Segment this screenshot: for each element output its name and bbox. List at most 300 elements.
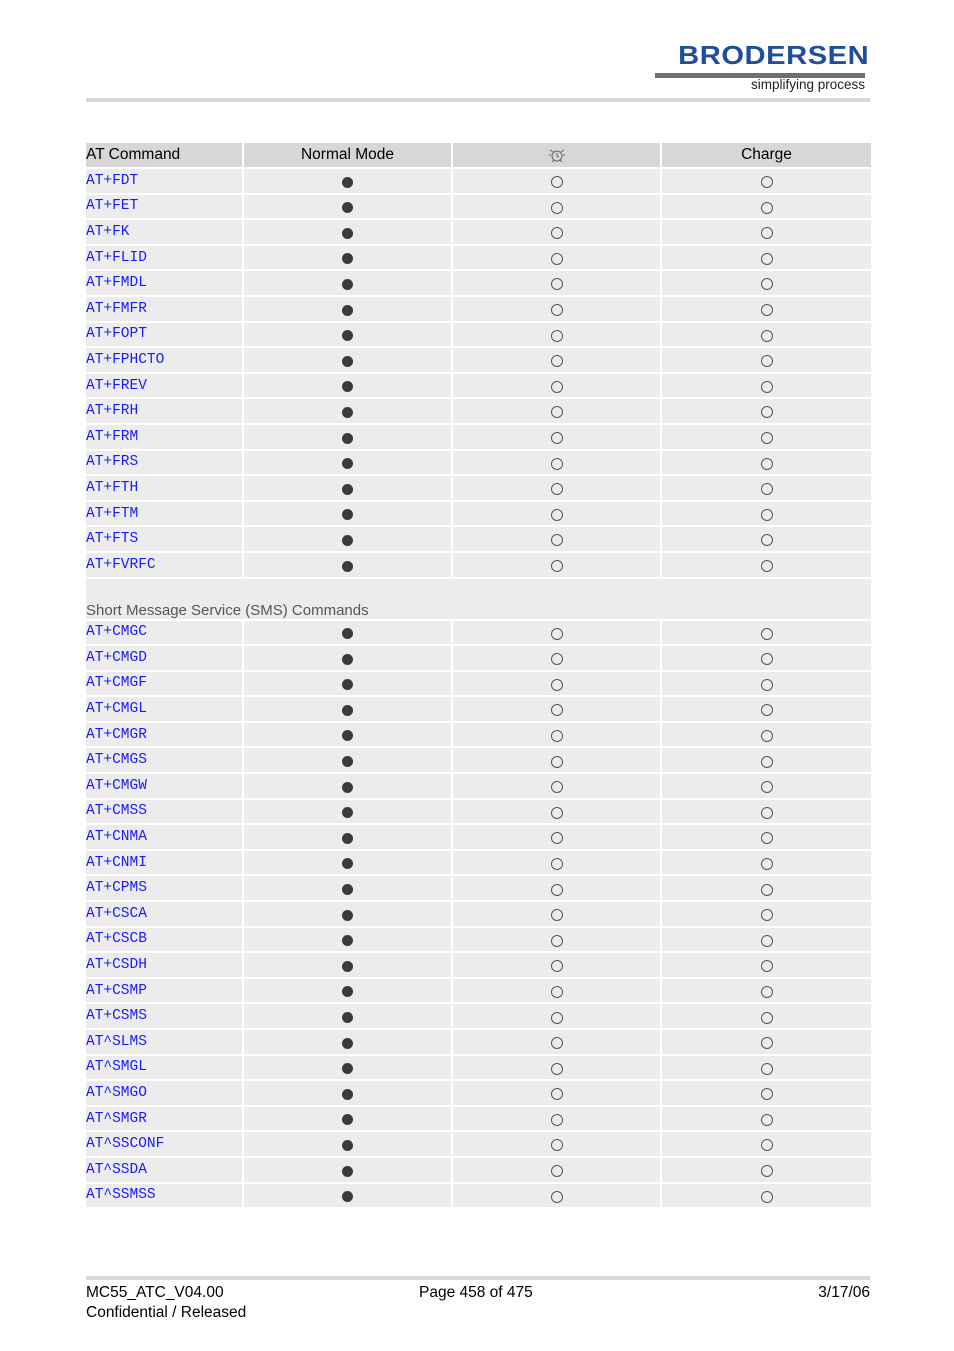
empty-circle-icon [761,355,773,367]
charge-mode-indicator-cell [662,195,871,219]
at-command-link[interactable]: AT+CSCA [86,902,242,926]
charge-mode-indicator-cell [662,451,871,475]
table-row [86,553,871,577]
empty-circle-icon [551,1012,563,1024]
table-row [86,646,871,670]
filled-circle-icon [342,1012,353,1023]
at-command-link[interactable]: AT^SSMSS [86,1184,242,1208]
filled-circle-icon [342,177,353,188]
table-row [86,348,871,372]
table-row [86,527,871,551]
filled-circle-icon [342,679,353,690]
normal-mode-indicator-cell [244,723,451,747]
section-row [86,579,871,619]
table-row [86,697,871,721]
table-row [86,953,871,977]
header-alarm-mode [453,143,660,167]
alarm-mode-indicator-cell [453,476,660,500]
empty-circle-icon [761,1088,773,1100]
table-row [86,1158,871,1182]
empty-circle-icon [761,560,773,572]
empty-circle-icon [761,679,773,691]
filled-circle-icon [342,910,353,921]
empty-circle-icon [551,253,563,265]
empty-circle-icon [761,1191,773,1203]
empty-circle-icon [551,330,563,342]
alarm-mode-indicator-cell [453,195,660,219]
normal-mode-indicator-cell [244,1107,451,1131]
filled-circle-icon [342,202,353,213]
empty-circle-icon [551,756,563,768]
empty-circle-icon [551,628,563,640]
alarm-mode-indicator-cell [453,621,660,645]
section-title: Short Message Service (SMS) Commands [86,579,871,619]
charge-mode-indicator-cell [662,979,871,1003]
alarm-mode-indicator-cell [453,723,660,747]
charge-mode-indicator-cell [662,476,871,500]
charge-mode-indicator-cell [662,774,871,798]
alarm-mode-indicator-cell [453,271,660,295]
table-row [86,825,871,849]
empty-circle-icon [551,704,563,716]
filled-circle-icon [342,279,353,290]
charge-mode-indicator-cell [662,1030,871,1054]
empty-circle-icon [761,1063,773,1075]
normal-mode-indicator-cell [244,323,451,347]
charge-mode-indicator-cell [662,1056,871,1080]
table-row [86,723,871,747]
at-command-link[interactable]: AT+CMGR [86,723,242,747]
empty-circle-icon [551,884,563,896]
empty-circle-icon [761,1139,773,1151]
table-row [86,1107,871,1131]
alarm-mode-indicator-cell [453,502,660,526]
at-command-link[interactable]: AT+CMSS [86,800,242,824]
empty-circle-icon [551,560,563,572]
charge-mode-indicator-cell [662,246,871,270]
normal-mode-indicator-cell [244,1132,451,1156]
table-row [86,451,871,475]
at-command-link[interactable]: AT+FTH [86,476,242,500]
brand-name: BRODERSEN [678,40,870,70]
alarm-mode-indicator-cell [453,169,660,193]
table-row [86,169,871,193]
empty-circle-icon [551,406,563,418]
filled-circle-icon [342,884,353,895]
empty-circle-icon [551,730,563,742]
alarm-mode-indicator-cell [453,672,660,696]
empty-circle-icon [551,858,563,870]
charge-mode-indicator-cell [662,953,871,977]
alarm-mode-indicator-cell [453,1158,660,1182]
charge-mode-indicator-cell [662,646,871,670]
normal-mode-indicator-cell [244,800,451,824]
empty-circle-icon [761,406,773,418]
empty-circle-icon [551,935,563,947]
filled-circle-icon [342,1140,353,1151]
table-row [86,246,871,270]
empty-circle-icon [551,458,563,470]
empty-circle-icon [761,330,773,342]
filled-circle-icon [342,833,353,844]
normal-mode-indicator-cell [244,527,451,551]
normal-mode-indicator-cell [244,502,451,526]
at-command-link[interactable]: AT+FET [86,195,242,219]
normal-mode-indicator-cell [244,476,451,500]
filled-circle-icon [342,756,353,767]
charge-mode-indicator-cell [662,1004,871,1028]
at-command-link[interactable]: AT+CSDH [86,953,242,977]
alarm-mode-indicator-cell [453,851,660,875]
at-command-link[interactable]: AT^SSCONF [86,1132,242,1156]
empty-circle-icon [761,960,773,972]
filled-circle-icon [342,1191,353,1202]
normal-mode-indicator-cell [244,220,451,244]
filled-circle-icon [342,1038,353,1049]
normal-mode-indicator-cell [244,195,451,219]
charge-mode-indicator-cell [662,425,871,449]
filled-circle-icon [342,509,353,520]
empty-circle-icon [761,432,773,444]
empty-circle-icon [551,483,563,495]
table-row [86,800,871,824]
alarm-mode-indicator-cell [453,825,660,849]
empty-circle-icon [551,1139,563,1151]
at-command-link[interactable]: AT+CSMS [86,1004,242,1028]
charge-mode-indicator-cell [662,748,871,772]
charge-mode-indicator-cell [662,297,871,321]
filled-circle-icon [342,705,353,716]
alarm-mode-indicator-cell [453,297,660,321]
normal-mode-indicator-cell [244,979,451,1003]
table-row [86,297,871,321]
normal-mode-indicator-cell [244,851,451,875]
empty-circle-icon [761,509,773,521]
filled-circle-icon [342,1166,353,1177]
document-id: MC55_ATC_V04.00 [86,1284,224,1301]
empty-circle-icon [761,202,773,214]
normal-mode-indicator-cell [244,297,451,321]
filled-circle-icon [342,935,353,946]
normal-mode-indicator-cell [244,1184,451,1208]
alarm-mode-indicator-cell [453,928,660,952]
filled-circle-icon [342,253,353,264]
alarm-mode-indicator-cell [453,646,660,670]
empty-circle-icon [761,832,773,844]
empty-circle-icon [761,304,773,316]
empty-circle-icon [551,1165,563,1177]
filled-circle-icon [342,858,353,869]
alarm-mode-indicator-cell [453,527,660,551]
table-row [86,399,871,423]
alarm-mode-indicator-cell [453,748,660,772]
empty-circle-icon [551,278,563,290]
normal-mode-indicator-cell [244,553,451,577]
charge-mode-indicator-cell [662,169,871,193]
alarm-mode-indicator-cell [453,1107,660,1131]
brand-logo [655,40,870,94]
at-command-link[interactable]: AT^SSDA [86,1158,242,1182]
charge-mode-indicator-cell [662,902,871,926]
alarm-mode-indicator-cell [453,979,660,1003]
charge-mode-indicator-cell [662,672,871,696]
empty-circle-icon [551,960,563,972]
table-row [86,621,871,645]
table-row [86,876,871,900]
empty-circle-icon [761,756,773,768]
table-row [86,1056,871,1080]
filled-circle-icon [342,484,353,495]
alarm-mode-indicator-cell [453,953,660,977]
charge-mode-indicator-cell [662,1132,871,1156]
alarm-mode-indicator-cell [453,774,660,798]
empty-circle-icon [761,534,773,546]
normal-mode-indicator-cell [244,697,451,721]
normal-mode-indicator-cell [244,672,451,696]
filled-circle-icon [342,961,353,972]
at-command-link[interactable]: AT+FOPT [86,323,242,347]
filled-circle-icon [342,807,353,818]
alarm-mode-indicator-cell [453,425,660,449]
charge-mode-indicator-cell [662,1081,871,1105]
empty-circle-icon [551,807,563,819]
alarm-mode-indicator-cell [453,399,660,423]
at-command-link[interactable]: AT^SMGO [86,1081,242,1105]
at-command-link[interactable]: AT+FMDL [86,271,242,295]
document-date: 3/17/06 [818,1284,870,1301]
table-row [86,220,871,244]
normal-mode-indicator-cell [244,774,451,798]
empty-circle-icon [761,935,773,947]
normal-mode-indicator-cell [244,621,451,645]
empty-circle-icon [551,653,563,665]
table-row [86,195,871,219]
normal-mode-indicator-cell [244,1056,451,1080]
at-command-link[interactable]: AT+CMGC [86,621,242,645]
empty-circle-icon [761,227,773,239]
table-row [86,928,871,952]
charge-mode-indicator-cell [662,928,871,952]
empty-circle-icon [761,807,773,819]
normal-mode-indicator-cell [244,902,451,926]
charge-mode-indicator-cell [662,621,871,645]
at-command-link[interactable]: AT+FVRFC [86,553,242,577]
table-row [86,851,871,875]
filled-circle-icon [342,730,353,741]
empty-circle-icon [761,253,773,265]
table-row [86,748,871,772]
normal-mode-indicator-cell [244,425,451,449]
charge-mode-indicator-cell [662,399,871,423]
charge-mode-indicator-cell [662,1184,871,1208]
alarm-mode-indicator-cell [453,1004,660,1028]
at-command-link[interactable]: AT+CMGD [86,646,242,670]
charge-mode-indicator-cell [662,553,871,577]
empty-circle-icon [551,176,563,188]
charge-mode-indicator-cell [662,825,871,849]
charge-mode-indicator-cell [662,220,871,244]
empty-circle-icon [761,628,773,640]
filled-circle-icon [342,654,353,665]
filled-circle-icon [342,330,353,341]
empty-circle-icon [551,534,563,546]
table-row [86,271,871,295]
empty-circle-icon [761,909,773,921]
alarm-mode-indicator-cell [453,1056,660,1080]
empty-circle-icon [551,909,563,921]
alarm-mode-indicator-cell [453,1030,660,1054]
empty-circle-icon [761,730,773,742]
empty-circle-icon [551,1088,563,1100]
charge-mode-indicator-cell [662,876,871,900]
table-row [86,979,871,1003]
alarm-mode-indicator-cell [453,220,660,244]
normal-mode-indicator-cell [244,1004,451,1028]
charge-mode-indicator-cell [662,527,871,551]
at-command-link[interactable]: AT+CSMP [86,979,242,1003]
alarm-mode-indicator-cell [453,1081,660,1105]
alarm-mode-indicator-cell [453,451,660,475]
table-row [86,1004,871,1028]
empty-circle-icon [761,1037,773,1049]
alarm-mode-indicator-cell [453,1184,660,1208]
filled-circle-icon [342,381,353,392]
alarm-mode-indicator-cell [453,876,660,900]
at-command-link[interactable]: AT+CNMA [86,825,242,849]
at-command-link[interactable]: AT+FDT [86,169,242,193]
table-row [86,902,871,926]
at-command-link[interactable]: AT^SMGR [86,1107,242,1131]
at-command-link[interactable]: AT+FMFR [86,297,242,321]
normal-mode-indicator-cell [244,928,451,952]
empty-circle-icon [761,986,773,998]
table-row [86,672,871,696]
empty-circle-icon [551,1037,563,1049]
charge-mode-indicator-cell [662,323,871,347]
charge-mode-indicator-cell [662,723,871,747]
at-command-table [84,141,873,1209]
document-status: Confidential / Released [86,1304,247,1321]
alarm-clock-icon [547,147,567,163]
alarm-mode-indicator-cell [453,246,660,270]
at-command-link[interactable]: AT+FREV [86,374,242,398]
at-command-link[interactable]: AT+FTS [86,527,242,551]
empty-circle-icon [551,381,563,393]
alarm-mode-indicator-cell [453,323,660,347]
charge-mode-indicator-cell [662,800,871,824]
filled-circle-icon [342,407,353,418]
at-command-link[interactable]: AT+CMGW [86,774,242,798]
empty-circle-icon [761,483,773,495]
at-command-link[interactable]: AT+CMGF [86,672,242,696]
at-command-link[interactable]: AT+FRH [86,399,242,423]
filled-circle-icon [342,1089,353,1100]
at-command-link[interactable]: AT+CPMS [86,876,242,900]
empty-circle-icon [551,986,563,998]
header-divider [86,98,870,102]
at-command-link[interactable]: AT+FPHCTO [86,348,242,372]
filled-circle-icon [342,356,353,367]
at-command-link[interactable]: AT+CNMI [86,851,242,875]
header-charge: Charge [662,143,871,167]
empty-circle-icon [761,1165,773,1177]
filled-circle-icon [342,1063,353,1074]
table-row [86,1081,871,1105]
alarm-mode-indicator-cell [453,553,660,577]
empty-circle-icon [761,278,773,290]
alarm-mode-indicator-cell [453,348,660,372]
table-row [86,323,871,347]
charge-mode-indicator-cell [662,697,871,721]
header-normal-mode: Normal Mode [244,143,451,167]
table-row [86,774,871,798]
normal-mode-indicator-cell [244,825,451,849]
empty-circle-icon [551,781,563,793]
normal-mode-indicator-cell [244,953,451,977]
at-command-link[interactable]: AT^SLMS [86,1030,242,1054]
empty-circle-icon [551,202,563,214]
normal-mode-indicator-cell [244,246,451,270]
alarm-mode-indicator-cell [453,800,660,824]
table-row [86,1030,871,1054]
at-command-link[interactable]: AT+CMGS [86,748,242,772]
filled-circle-icon [342,458,353,469]
charge-mode-indicator-cell [662,851,871,875]
at-command-link[interactable]: AT+CSCB [86,928,242,952]
table-row [86,476,871,500]
page-footer [86,1283,870,1327]
empty-circle-icon [551,509,563,521]
filled-circle-icon [342,561,353,572]
charge-mode-indicator-cell [662,271,871,295]
at-command-link[interactable]: AT+FTM [86,502,242,526]
brand-tagline: simplifying process [750,77,865,92]
empty-circle-icon [761,704,773,716]
empty-circle-icon [761,884,773,896]
empty-circle-icon [551,227,563,239]
empty-circle-icon [551,832,563,844]
normal-mode-indicator-cell [244,646,451,670]
at-command-link[interactable]: AT+FK [86,220,242,244]
header-at-command: AT Command [86,143,242,167]
at-command-link[interactable]: AT+FLID [86,246,242,270]
at-command-link[interactable]: AT^SMGL [86,1056,242,1080]
empty-circle-icon [551,432,563,444]
table-header-row [86,143,871,167]
charge-mode-indicator-cell [662,348,871,372]
empty-circle-icon [551,1114,563,1126]
empty-circle-icon [761,653,773,665]
alarm-mode-indicator-cell [453,1132,660,1156]
page-number: Page 458 of 475 [419,1284,533,1301]
at-command-link[interactable]: AT+FRS [86,451,242,475]
filled-circle-icon [342,782,353,793]
empty-circle-icon [551,1191,563,1203]
normal-mode-indicator-cell [244,348,451,372]
filled-circle-icon [342,628,353,639]
empty-circle-icon [761,1114,773,1126]
at-command-link[interactable]: AT+FRM [86,425,242,449]
filled-circle-icon [342,986,353,997]
charge-mode-indicator-cell [662,374,871,398]
table-row [86,1132,871,1156]
normal-mode-indicator-cell [244,1158,451,1182]
normal-mode-indicator-cell [244,1030,451,1054]
alarm-mode-indicator-cell [453,902,660,926]
normal-mode-indicator-cell [244,748,451,772]
filled-circle-icon [342,433,353,444]
at-command-link[interactable]: AT+CMGL [86,697,242,721]
